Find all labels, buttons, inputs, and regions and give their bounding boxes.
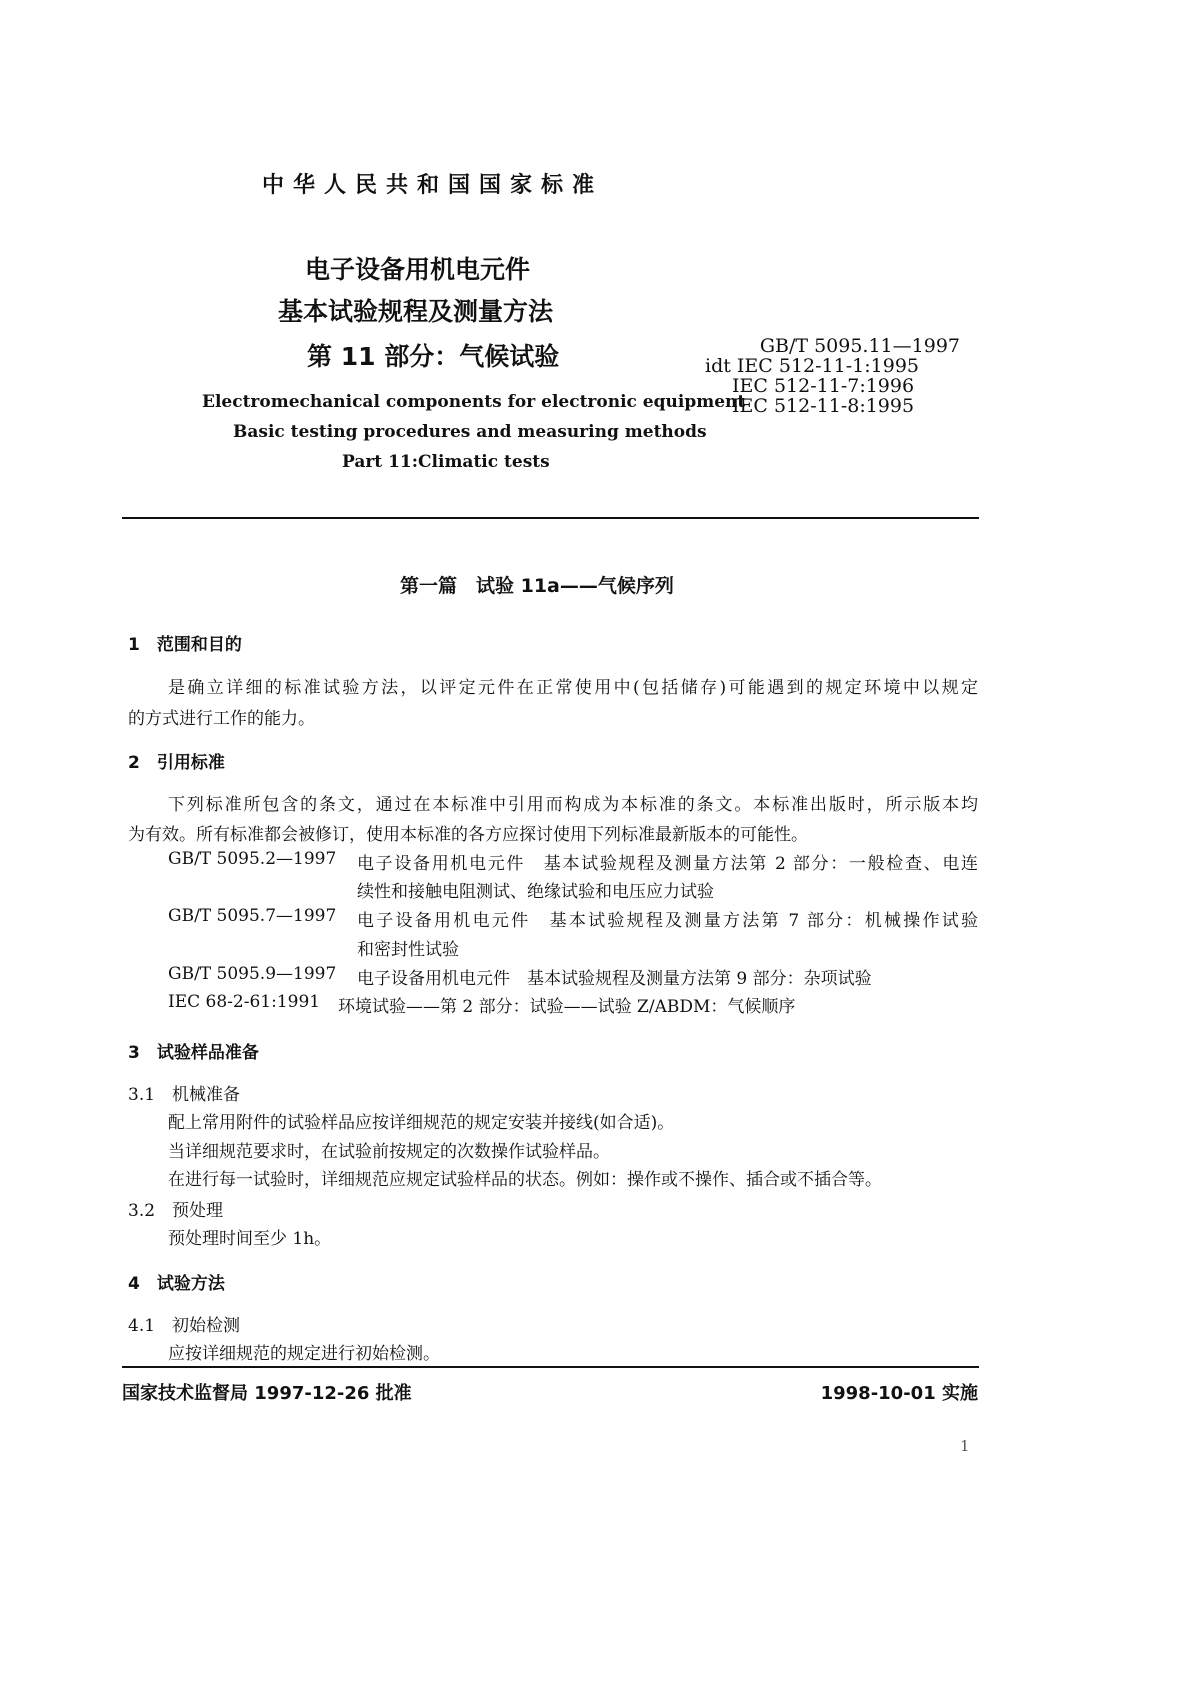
ref-text: 和密封性试验	[357, 940, 459, 960]
ref-code: IEC 68-2-61:1991	[168, 992, 321, 1012]
section-title: 第一篇 试验 11a——气候序列	[400, 575, 674, 597]
ref-text: 环境试验——第 2 部分：试验——试验 Z/ABDM：气候顺序	[338, 997, 796, 1017]
english-title-2: Basic testing procedures and measuring methods	[233, 422, 707, 442]
title-line-1: 电子设备用机电元件	[305, 255, 531, 284]
s2-line: 为有效。所有标准都会被修订，使用本标准的各方应探讨使用下列标准最新版本的可能性。	[128, 825, 808, 845]
s31-line: 配上常用附件的试验样品应按详细规范的规定安装并接线(如合适)。	[168, 1113, 675, 1133]
heading-4: 4 试验方法	[128, 1274, 225, 1294]
s41-line: 应按详细规范的规定进行初始检测。	[168, 1344, 440, 1364]
heading-3-2: 3.2 预处理	[128, 1201, 224, 1221]
ref-code: GB/T 5095.7—1997	[168, 906, 337, 926]
s1-line: 是确立详细的标准试验方法，以评定元件在正常使用中(包括储存)可能遇到的规定环境中以规定	[168, 678, 978, 698]
country-standard-label: 中华人民共和国国家标准	[262, 173, 604, 198]
heading-2: 2 引用标准	[128, 753, 225, 773]
s31-line: 当详细规范要求时，在试验前按规定的次数操作试验样品。	[168, 1142, 610, 1162]
s1-line: 的方式进行工作的能力。	[128, 709, 315, 729]
idt-code: idt IEC 512-11-1:1995	[705, 355, 919, 377]
ref-text: 续性和接触电阻测试、绝缘试验和电压应力试验	[357, 882, 714, 902]
heading-3-1: 3.1 机械准备	[128, 1085, 241, 1105]
heading-1: 1 范围和目的	[128, 635, 242, 655]
ref-code: GB/T 5095.9—1997	[168, 964, 337, 984]
heading-3: 3 试验样品准备	[128, 1043, 259, 1063]
idt-code: IEC 512-11-7:1996	[732, 375, 915, 397]
ref-code: GB/T 5095.2—1997	[168, 849, 337, 869]
ref-text: 电子设备用机电元件 基本试验规程及测量方法第 9 部分：杂项试验	[357, 969, 872, 989]
english-title-1: Electromechanical components for electronic equipment	[202, 392, 746, 412]
approval-date: 国家技术监督局 1997-12-26 批准	[122, 1383, 412, 1404]
s31-line: 在进行每一试验时，详细规范应规定试验样品的状态。例如：操作或不操作、插合或不插合等。	[168, 1170, 882, 1190]
ref-text: 电子设备用机电元件 基本试验规程及测量方法第 2 部分：一般检查、电连	[357, 854, 978, 874]
heading-4-1: 4.1 初始检测	[128, 1316, 241, 1336]
header-divider	[122, 517, 979, 519]
english-title-3: Part 11:Climatic tests	[342, 452, 550, 472]
title-line-3: 第 11 部分：气候试验	[307, 342, 560, 371]
idt-code: IEC 512-11-8:1995	[732, 395, 915, 417]
s32-line: 预处理时间至少 1h。	[168, 1229, 332, 1249]
title-line-2: 基本试验规程及测量方法	[278, 297, 554, 326]
footer-divider	[122, 1366, 979, 1368]
s2-line: 下列标准所包含的条文，通过在本标准中引用而构成为本标准的条文。本标准出版时，所示版本均	[168, 795, 978, 815]
page-number: 1	[960, 1437, 970, 1455]
ref-text: 电子设备用机电元件 基本试验规程及测量方法第 7 部分：机械操作试验	[357, 911, 978, 931]
effective-date: 1998-10-01 实施	[820, 1383, 978, 1404]
standard-code: GB/T 5095.11—1997	[759, 335, 960, 357]
